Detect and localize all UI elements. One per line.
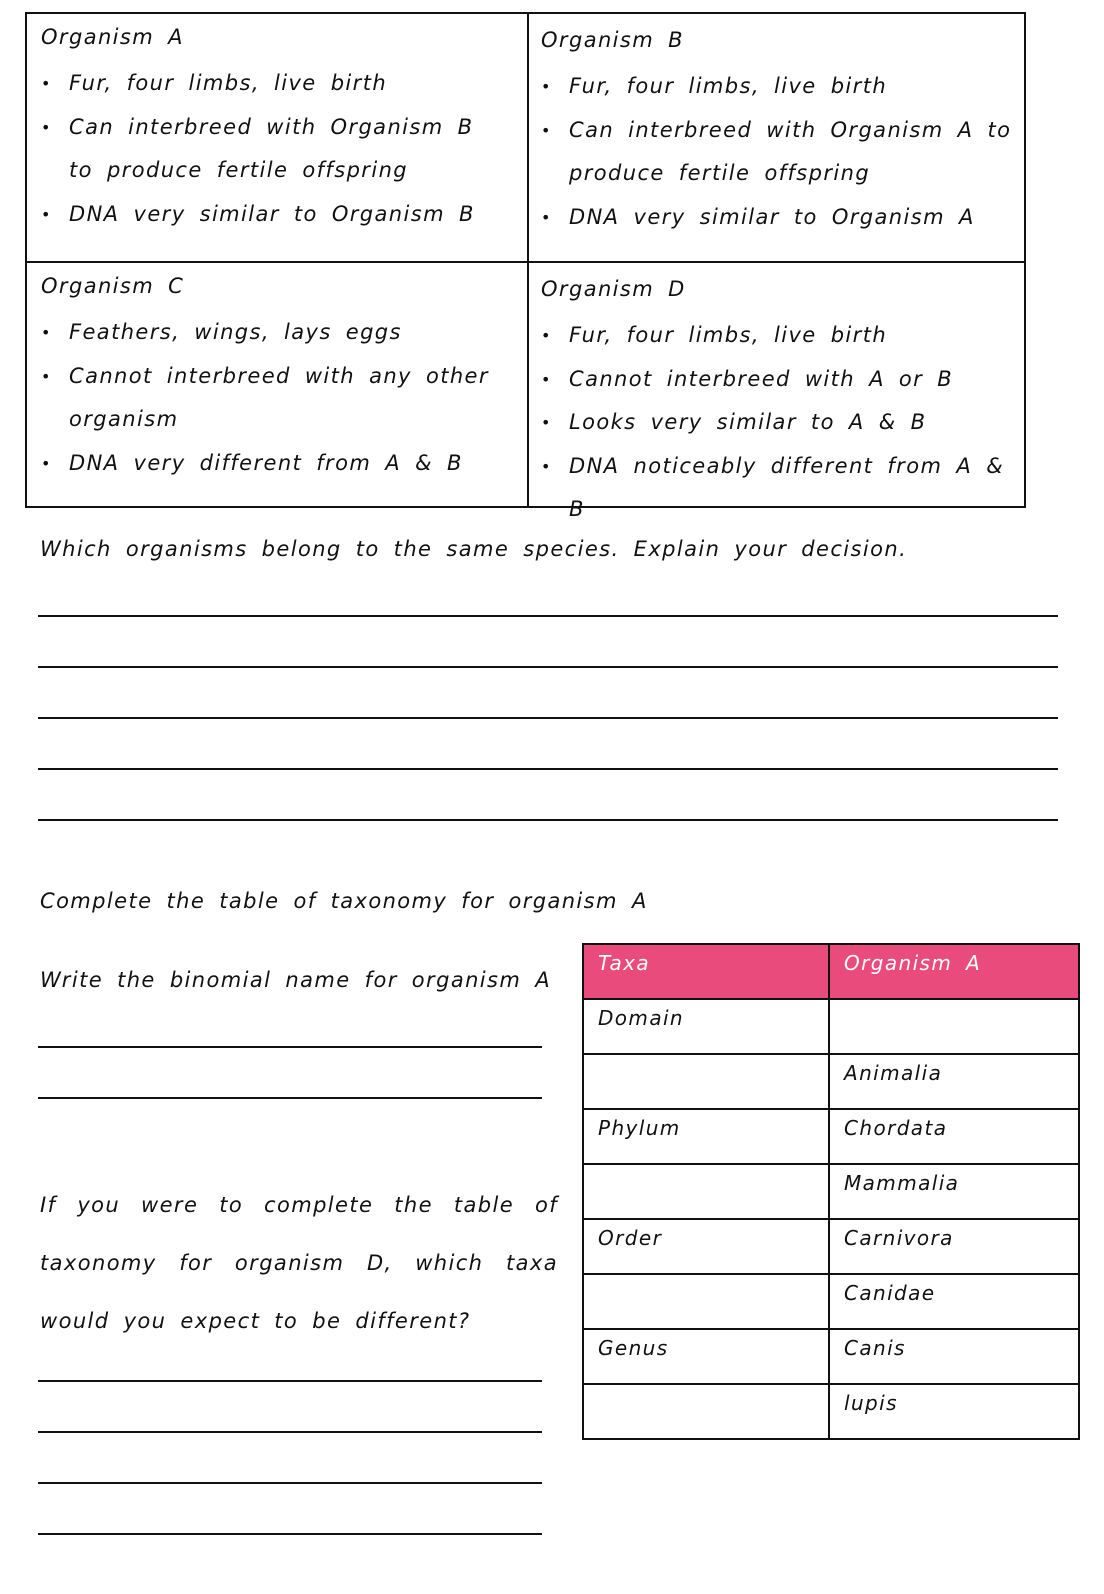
- header-taxa: Taxa: [583, 944, 829, 999]
- answer-line[interactable]: [38, 1046, 542, 1048]
- table-header-row: [583, 944, 1079, 999]
- answer-line[interactable]: [38, 1482, 542, 1484]
- taxa-cell[interactable]: [583, 1384, 829, 1439]
- organism-d-title: Organism D: [541, 277, 686, 301]
- organism-a-trait: • Fur, four limbs, live birth: [41, 62, 511, 106]
- answer-line[interactable]: [38, 717, 1058, 719]
- value-cell[interactable]: lupis: [829, 1384, 1079, 1439]
- taxa-cell[interactable]: [583, 1274, 829, 1329]
- answer-line[interactable]: [38, 1533, 542, 1535]
- taxa-cell[interactable]: Order: [583, 1219, 829, 1274]
- organism-b-trait: • Can interbreed with Organism A to produce fertile offspring: [541, 109, 1016, 196]
- organism-grid: [25, 12, 1026, 521]
- organism-d-trait: • Fur, four limbs, live birth: [541, 314, 1021, 358]
- organism-b-title: Organism B: [541, 28, 684, 52]
- taxa-cell[interactable]: Domain: [583, 999, 829, 1054]
- organism-a-title: Organism A: [41, 25, 184, 49]
- table-row: [583, 1384, 1079, 1439]
- organism-b-trait: • DNA very similar to Organism A: [541, 196, 1016, 240]
- answer-line[interactable]: [38, 1097, 542, 1099]
- organism-d-trait: • Cannot interbreed with A or B: [541, 358, 1021, 402]
- table-row: [583, 1219, 1079, 1274]
- question-taxonomy-table: Complete the table of taxonomy for organism A: [40, 889, 648, 913]
- organism-b-traits: [541, 65, 1016, 239]
- value-cell[interactable]: Canis: [829, 1329, 1079, 1384]
- table-row: [583, 1274, 1079, 1329]
- organism-c-traits: [41, 311, 511, 485]
- organism-d-trait: • Looks very similar to A & B: [541, 401, 1021, 445]
- taxa-cell[interactable]: [583, 1164, 829, 1219]
- organism-c-trait: • DNA very different from A & B: [41, 442, 511, 486]
- question-organism-d-taxa: If you were to complete the table of taxonomy for organism D, which taxa would you expect to be different?: [40, 1193, 558, 1333]
- table-row: [583, 1329, 1079, 1384]
- value-cell[interactable]: Chordata: [829, 1109, 1079, 1164]
- header-organism-a: Organism A: [829, 944, 1079, 999]
- organism-a-trait: • Can interbreed with Organism B to produce fertile offspring: [41, 106, 511, 193]
- taxonomy-table: [582, 943, 1080, 1440]
- grid-divider-horizontal: [27, 261, 1024, 263]
- answer-line[interactable]: [38, 1431, 542, 1433]
- organism-d-traits: [541, 314, 1021, 532]
- organism-a-cell: [41, 20, 511, 236]
- grid-divider-vertical: [527, 14, 529, 506]
- value-cell[interactable]: [829, 999, 1079, 1054]
- organism-c-title: Organism C: [41, 274, 185, 298]
- question-binomial-name: Write the binomial name for organism A: [40, 968, 552, 992]
- answer-line[interactable]: [38, 666, 1058, 668]
- taxa-cell[interactable]: [583, 1054, 829, 1109]
- table-row: [583, 999, 1079, 1054]
- answer-line[interactable]: [38, 819, 1058, 821]
- answer-line[interactable]: [38, 1380, 542, 1382]
- table-row: [583, 1054, 1079, 1109]
- taxa-cell[interactable]: Genus: [583, 1329, 829, 1384]
- organism-c-trait: • Cannot interbreed with any other organism: [41, 355, 511, 442]
- answer-line[interactable]: [38, 768, 1058, 770]
- answer-line[interactable]: [38, 615, 1058, 617]
- organism-b-trait: • Fur, four limbs, live birth: [541, 65, 1016, 109]
- value-cell[interactable]: Animalia: [829, 1054, 1079, 1109]
- organism-a-trait: • DNA very similar to Organism B: [41, 193, 511, 237]
- table-row: [583, 1164, 1079, 1219]
- organism-c-trait: • Feathers, wings, lays eggs: [41, 311, 511, 355]
- taxa-cell[interactable]: Phylum: [583, 1109, 829, 1164]
- organism-d-cell: [541, 272, 1021, 532]
- value-cell[interactable]: Mammalia: [829, 1164, 1079, 1219]
- organism-c-cell: [41, 269, 511, 485]
- question-same-species: Which organisms belong to the same species. Explain your decision.: [40, 537, 908, 561]
- table-row: [583, 1109, 1079, 1164]
- organism-a-traits: [41, 62, 511, 236]
- organism-b-cell: [541, 23, 1016, 239]
- organism-d-trait: • DNA noticeably different from A & B: [541, 445, 1021, 532]
- value-cell[interactable]: Carnivora: [829, 1219, 1079, 1274]
- value-cell[interactable]: Canidae: [829, 1274, 1079, 1329]
